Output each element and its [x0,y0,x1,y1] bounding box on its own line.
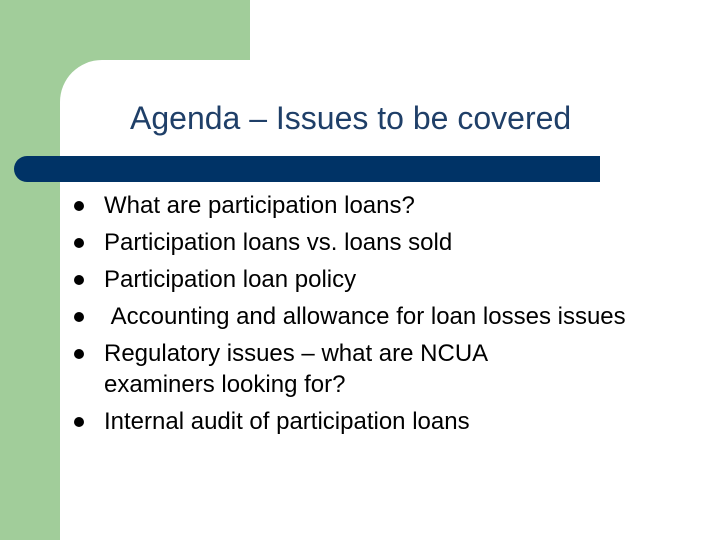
title-underline-bar [14,156,600,182]
list-item [74,190,674,221]
list-item-text: Participation loan policy [104,266,357,293]
list-item [74,264,674,295]
agenda-list [74,190,674,443]
list-item [74,301,644,332]
list-item-text: Participation loans vs. loans sold [104,229,453,256]
bullet-icon [74,312,84,322]
list-item [74,406,674,437]
list-item [74,227,674,258]
list-item-text: Internal audit of participation loans [104,408,470,435]
list-item-text: Regulatory issues – what are NCUA examiners looking for? [104,340,487,398]
list-item-text: What are participation loans? [104,192,415,219]
list-item [74,338,574,400]
bullet-icon [74,417,84,427]
bullet-icon [74,201,84,211]
bullet-icon [74,349,84,359]
slide-title: Agenda – Issues to be covered [130,100,572,136]
bullet-icon [74,238,84,248]
bullet-icon [74,275,84,285]
list-item-text: Accounting and allowance for loan losses issues [104,303,626,330]
